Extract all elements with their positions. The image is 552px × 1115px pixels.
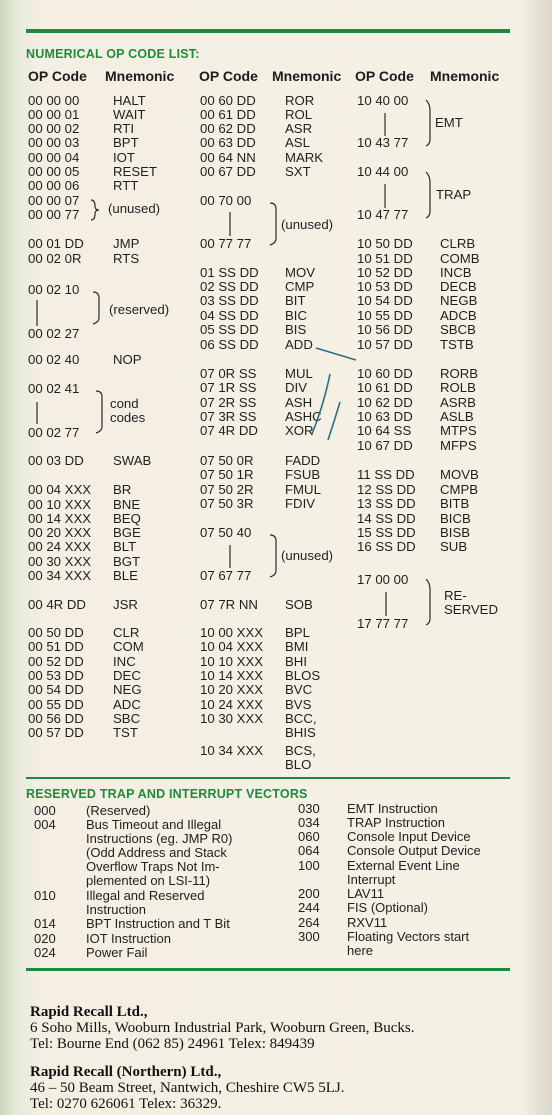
col2-mnemonic: ROR (285, 93, 315, 108)
col2-opcode: 00 70 00 (200, 193, 252, 208)
col3-mnemonic: DECB (440, 279, 477, 294)
col1-mnemonic: WAIT (113, 107, 146, 122)
col3-mnemonic: RORB (440, 366, 479, 381)
col2-opcode: 05 SS DD (200, 322, 259, 337)
col3-mnemonic: BITB (440, 496, 470, 511)
col3-opcode: 10 56 DD (357, 322, 413, 337)
col2-note: (unused) (281, 217, 334, 232)
col2-opcode: 07 1R SS (200, 380, 257, 395)
vector-description: Instructions (eg. JMP R0) (86, 831, 233, 846)
vector-description: Illegal and Reserved (86, 888, 205, 903)
col1-mnemonic: NEG (113, 682, 142, 697)
col2-mnemonic: FMUL (285, 482, 321, 497)
col3-opcode: 12 SS DD (357, 482, 416, 497)
col1-opcode: 00 50 DD (28, 625, 84, 640)
top-rule (26, 29, 510, 33)
col3-mnemonic: ROLB (440, 380, 476, 395)
vector-description: Instruction (86, 902, 146, 917)
col1-opcode: 00 00 03 (28, 135, 80, 150)
col2-opcode: 00 63 DD (200, 135, 256, 150)
col1-opcode: 00 00 06 (28, 178, 80, 193)
col2-mnemonic: CMP (285, 279, 315, 294)
vector-description: Overflow Traps Not Im- (86, 859, 220, 874)
col3-note: EMT (435, 115, 463, 130)
vector-description: External Event Line (347, 858, 460, 873)
col2-opcode: 00 64 NN (200, 150, 256, 165)
col3-opcode: 10 63 DD (357, 409, 413, 424)
col2-mnemonic: MUL (285, 366, 313, 381)
vector-address: 034 (298, 815, 320, 830)
col2-opcode: 07 2R SS (200, 395, 257, 410)
col1-opcode: 00 02 77 (28, 425, 80, 440)
vector-address: 244 (298, 900, 320, 915)
col1-opcode: 00 57 DD (28, 725, 84, 740)
col2-mnemonic: ASH (285, 395, 313, 410)
col2-opcode: 10 30 XXX (200, 711, 264, 726)
col2-mnemonic: BVS (285, 697, 312, 712)
vector-description: FIS (Optional) (347, 900, 428, 915)
vector-description: BPT Instruction and T Bit (86, 916, 230, 931)
col2-opcode: 07 3R SS (200, 409, 257, 424)
col2-mnemonic: BLO (285, 757, 312, 772)
col2-mnemonic: ROL (285, 107, 313, 122)
col3-opcode: 10 64 SS (357, 423, 412, 438)
col2-opcode: 10 04 XXX (200, 639, 264, 654)
col2-opcode: 00 67 DD (200, 164, 256, 179)
col3-mnemonic: ASRB (440, 395, 476, 410)
col1-mnemonic: BR (113, 482, 132, 497)
address-line-3: 46 – 50 Beam Street, Nantwich, Cheshire CW5 5LJ. (30, 1080, 345, 1096)
col3-opcode: 10 40 00 (357, 93, 409, 108)
vector-description: here (347, 943, 374, 958)
vector-address: 060 (298, 829, 320, 844)
col2-mnemonic: MOV (285, 265, 316, 280)
col3-mnemonic: COMB (440, 251, 480, 266)
col3-note: RE- (444, 588, 467, 603)
col1-opcode: 00 34 XXX (28, 568, 92, 583)
col1-opcode: 00 4R DD (28, 597, 86, 612)
vector-address: 064 (298, 843, 320, 858)
col1-opcode: 00 54 DD (28, 682, 84, 697)
col1-mnemonic: RESET (113, 164, 157, 179)
col2-opcode: 07 50 2R (200, 482, 254, 497)
col3-opcode: 10 47 77 (357, 207, 409, 222)
col3-mnemonic: ADCB (440, 308, 477, 323)
col1-mnemonic: BGE (113, 525, 141, 540)
col2-opcode: 00 61 DD (200, 107, 256, 122)
vector-description: LAV11 (347, 886, 385, 901)
address-block (30, 1004, 530, 1112)
col2-opcode: 07 0R SS (200, 366, 257, 381)
header-mnemonic-1: Mnemonic (105, 68, 175, 84)
col2-note: (unused) (281, 548, 334, 563)
col3-mnemonic: CLRB (440, 236, 476, 251)
col3-opcode: 15 SS DD (357, 525, 416, 540)
company-name-1: Rapid Recall Ltd., (30, 1004, 148, 1020)
col1-opcode: 00 02 40 (28, 352, 80, 367)
col1-opcode: 00 04 XXX (28, 482, 92, 497)
col1-mnemonic: SBC (113, 711, 141, 726)
col1-mnemonic: IOT (113, 150, 135, 165)
col3-mnemonic: CMPB (440, 482, 479, 497)
vectors-title: RESERVED TRAP AND INTERRUPT VECTORS (26, 787, 308, 801)
col1-mnemonic: JMP (113, 236, 140, 251)
vector-description: Console Input Device (347, 829, 471, 844)
col3-opcode: 10 54 DD (357, 293, 413, 308)
col2-opcode: 07 4R DD (200, 423, 258, 438)
col2-opcode: 07 7R NN (200, 597, 258, 612)
col2-mnemonic: XOR (285, 423, 314, 438)
vector-description: RXV11 (347, 915, 388, 930)
col2-mnemonic: BIS (285, 322, 307, 337)
col3-opcode: 10 60 DD (357, 366, 413, 381)
vector-address: 300 (298, 929, 320, 944)
col1-opcode: 00 01 DD (28, 236, 84, 251)
col1-mnemonic: NOP (113, 352, 142, 367)
col1-opcode: 00 00 04 (28, 150, 80, 165)
col2-opcode: 00 60 DD (200, 93, 256, 108)
col3-opcode: 10 53 DD (357, 279, 413, 294)
vectors-rule-top (26, 777, 510, 779)
col2-mnemonic: ASR (285, 121, 313, 136)
col2-opcode: 07 50 0R (200, 453, 254, 468)
bracket-emt (426, 100, 430, 146)
bracket-cond (96, 391, 102, 433)
vector-description: (Reserved) (86, 803, 151, 818)
vector-address: 100 (298, 858, 320, 873)
col1-note: codes (110, 410, 146, 425)
vector-description: plemented on LSI-11) (86, 873, 211, 888)
pen-stroke-mul (312, 374, 330, 434)
col2-mnemonic: FADD (285, 453, 321, 468)
col1-mnemonic: RTI (113, 121, 135, 136)
col1-opcode: 00 56 DD (28, 711, 84, 726)
col1-mnemonic: HALT (113, 93, 146, 108)
col1-opcode: 00 00 07 (28, 193, 80, 208)
col3-mnemonic: TSTB (440, 337, 474, 352)
vector-address: 010 (34, 888, 56, 903)
company-name-2: Rapid Recall (Northern) Ltd., (30, 1064, 222, 1080)
col2-mnemonic: BIT (285, 293, 306, 308)
col3-mnemonic: NEGB (440, 293, 478, 308)
col2-opcode: 10 20 XXX (200, 682, 264, 697)
col3-opcode: 10 61 DD (357, 380, 413, 395)
bracket-unused-col2a (270, 203, 276, 245)
vector-address: 200 (298, 886, 320, 901)
col1-mnemonic: INC (113, 654, 136, 669)
col1-note: (unused) (108, 201, 161, 216)
vector-description: Console Output Device (347, 843, 481, 858)
vector-description: (Odd Address and Stack (86, 845, 227, 860)
header-mnemonic-3: Mnemonic (430, 68, 500, 84)
vectors-rule-bottom (26, 968, 510, 971)
vector-address: 030 (298, 801, 320, 816)
vector-address: 264 (298, 915, 320, 930)
col2-opcode: 10 00 XXX (200, 625, 264, 640)
col2-mnemonic: BCS, (285, 743, 316, 758)
address-line-2: Tel: Bourne End (062 85) 24961 Telex: 849439 (30, 1036, 315, 1052)
col1-mnemonic: RTT (113, 178, 139, 193)
col2-opcode: 07 50 40 (200, 525, 252, 540)
vector-description: Power Fail (86, 945, 148, 960)
col3-mnemonic: SUB (440, 539, 468, 554)
col2-opcode: 07 67 77 (200, 568, 252, 583)
vector-address: 024 (34, 945, 56, 960)
col2-opcode: 02 SS DD (200, 279, 259, 294)
col1-opcode: 00 00 05 (28, 164, 80, 179)
col1-opcode: 00 02 41 (28, 381, 80, 396)
header-opcode-1: OP Code (28, 68, 87, 84)
col2-mnemonic: DIV (285, 380, 307, 395)
col2-opcode: 04 SS DD (200, 308, 259, 323)
col1-note: cond (110, 396, 139, 411)
col1-mnemonic: BLT (113, 539, 137, 554)
col1-opcode: 00 10 XXX (28, 497, 92, 512)
col2-opcode: 10 24 XXX (200, 697, 264, 712)
col3-mnemonic: MFPS (440, 438, 477, 453)
col2-opcode: 07 50 1R (200, 467, 254, 482)
vector-description: Interrupt (347, 872, 396, 887)
col2-opcode: 10 34 XXX (200, 743, 264, 758)
vector-address: 000 (34, 803, 56, 818)
opcode-title: NUMERICAL OP CODE LIST: (26, 47, 200, 61)
col3-mnemonic: MOVB (440, 467, 479, 482)
col3-note: SERVED (444, 602, 498, 617)
vector-description: TRAP Instruction (347, 815, 446, 830)
col2-mnemonic: BHI (285, 654, 307, 669)
col2-mnemonic: BLOS (285, 668, 321, 683)
col1-opcode: 00 00 02 (28, 121, 80, 136)
col1-mnemonic: BNE (113, 497, 141, 512)
pen-stroke-add (316, 348, 356, 360)
col2-mnemonic: FDIV (285, 496, 316, 511)
bracket-reserved-col3 (426, 579, 430, 625)
col2-mnemonic: FSUB (285, 467, 321, 482)
col3-opcode: 16 SS DD (357, 539, 416, 554)
col1-opcode: 00 30 XXX (28, 554, 92, 569)
col2-opcode: 00 77 77 (200, 236, 252, 251)
col2-opcode: 00 62 DD (200, 121, 256, 136)
col2-mnemonic: MARK (285, 150, 324, 165)
col2-opcode: 10 14 XXX (200, 668, 264, 683)
col1-opcode: 00 20 XXX (28, 525, 92, 540)
col3-opcode: 10 67 DD (357, 438, 413, 453)
col3-opcode: 17 00 00 (357, 572, 409, 587)
col3-mnemonic: SBCB (440, 322, 476, 337)
col1-mnemonic: TST (113, 725, 138, 740)
col2-mnemonic: ASHC (285, 409, 322, 424)
col2-opcode: 06 SS DD (200, 337, 259, 352)
col1-mnemonic: BGT (113, 554, 141, 569)
col1-mnemonic: DEC (113, 668, 141, 683)
vector-address: 020 (34, 931, 56, 946)
col2-mnemonic: BCC, (285, 711, 317, 726)
header-mnemonic-2: Mnemonic (272, 68, 342, 84)
col2-mnemonic: SOB (285, 597, 313, 612)
col3-opcode: 10 52 DD (357, 265, 413, 280)
col3-note: TRAP (436, 187, 472, 202)
col2-mnemonic: BHIS (285, 725, 316, 740)
col1-note: (reserved) (109, 302, 170, 317)
vector-address: 014 (34, 916, 56, 931)
col1-opcode: 00 53 DD (28, 668, 84, 683)
pen-stroke-ashc (328, 402, 340, 440)
col3-mnemonic: INCB (440, 265, 472, 280)
col2-mnemonic: BVC (285, 682, 313, 697)
col3-opcode: 10 44 00 (357, 164, 409, 179)
vector-description: Floating Vectors start (347, 929, 470, 944)
col1-opcode: 00 00 77 (28, 207, 80, 222)
col3-mnemonic: BICB (440, 511, 471, 526)
col3-opcode: 10 55 DD (357, 308, 413, 323)
col3-mnemonic: ASLB (440, 409, 474, 424)
col1-opcode: 00 51 DD (28, 639, 84, 654)
col3-opcode: 10 43 77 (357, 135, 409, 150)
col1-mnemonic: JSR (113, 597, 138, 612)
col3-opcode: 10 57 DD (357, 337, 413, 352)
col2-mnemonic: BMI (285, 639, 309, 654)
brace-unused-col1 (91, 200, 99, 220)
vector-description: Bus Timeout and Illegal (86, 817, 222, 832)
col1-opcode: 00 24 XXX (28, 539, 92, 554)
col2-mnemonic: BIC (285, 308, 307, 323)
col1-opcode: 00 03 DD (28, 453, 84, 468)
col1-mnemonic: CLR (113, 625, 140, 640)
col2-mnemonic: BPL (285, 625, 310, 640)
col1-opcode: 00 52 DD (28, 654, 84, 669)
header-opcode-3: OP Code (355, 68, 414, 84)
col1-mnemonic: BPT (113, 135, 139, 150)
col3-opcode: 11 SS DD (357, 467, 415, 482)
col3-opcode: 10 51 DD (357, 251, 413, 266)
address-line-4: Tel: 0270 626061 Telex: 36329. (30, 1096, 222, 1112)
col3-opcode: 17 77 77 (357, 616, 409, 631)
col1-opcode: 00 02 10 (28, 282, 80, 297)
col1-opcode: 00 00 01 (28, 107, 80, 122)
col3-opcode: 14 SS DD (357, 511, 416, 526)
col3-opcode: 10 62 DD (357, 395, 413, 410)
col1-opcode: 00 02 0R (28, 251, 82, 266)
header-opcode-2: OP Code (199, 68, 258, 84)
col3-opcode: 13 SS DD (357, 496, 416, 511)
col1-mnemonic: BEQ (113, 511, 141, 526)
col2-opcode: 07 50 3R (200, 496, 254, 511)
col1-mnemonic: RTS (113, 251, 140, 266)
col1-opcode: 00 55 DD (28, 697, 84, 712)
col1-mnemonic: SWAB (113, 453, 152, 468)
col1-opcode: 00 00 00 (28, 93, 80, 108)
col1-mnemonic: ADC (113, 697, 141, 712)
col1-mnemonic: BLE (113, 568, 138, 583)
col1-opcode: 00 14 XXX (28, 511, 92, 526)
vector-description: IOT Instruction (86, 931, 172, 946)
col2-opcode: 10 10 XXX (200, 654, 264, 669)
bracket-unused-col2b (270, 535, 276, 577)
col1-opcode: 00 02 27 (28, 326, 80, 341)
col3-opcode: 10 50 DD (357, 236, 413, 251)
col2-mnemonic: ASL (285, 135, 310, 150)
address-line-1: 6 Soho Mills, Wooburn Industrial Park, Wooburn Green, Bucks. (30, 1020, 415, 1036)
col2-opcode: 01 SS DD (200, 265, 259, 280)
vector-description: EMT Instruction (347, 801, 438, 816)
col2-opcode: 03 SS DD (200, 293, 259, 308)
col3-mnemonic: MTPS (440, 423, 477, 438)
col3-mnemonic: BISB (440, 525, 471, 540)
bracket-reserved (93, 292, 99, 324)
col2-mnemonic: ADD (285, 337, 313, 352)
col1-mnemonic: COM (113, 639, 144, 654)
vector-address: 004 (34, 817, 56, 832)
col2-mnemonic: SXT (285, 164, 311, 179)
bracket-trap (426, 172, 430, 218)
